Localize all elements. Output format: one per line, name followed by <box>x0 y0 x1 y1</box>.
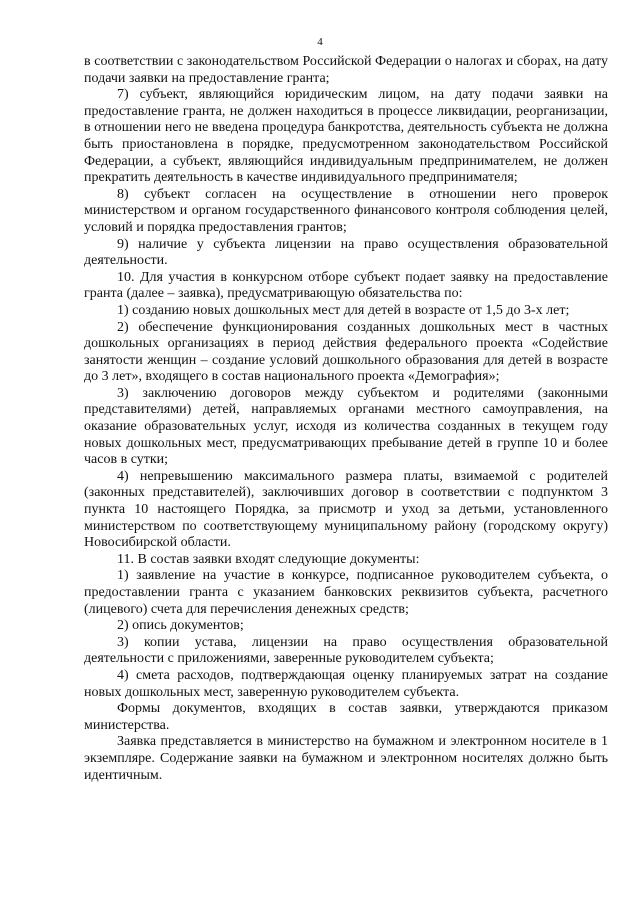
paragraph-document-1: 1) заявление на участие в конкурсе, подписанное руководителем субъекта, о предоставлении гранта с указанием банковских реквизитов субъекта, расчетного (лицевого) счета для перечисления денежных средств; <box>84 568 608 617</box>
page-number: 4 <box>317 36 323 48</box>
paragraph-document-2: 2) опись документов; <box>117 618 244 634</box>
paragraph-document-3: 3) копии устава, лицензии на право осуществления образовательной деятельности с приложениями, заверенные руководителем субъекта; <box>84 634 608 667</box>
paragraph-forms: Формы документов, входящих в состав заявки, утверждаются приказом министерства. <box>84 701 608 733</box>
paragraph-obligation-4: 4) непревышению максимального размера платы, взимаемой с родителей (законных представителей), заключивших договор в соответствии с подпунктом 3 пункта 10 настоящего Порядка, за присмотр и уход за детьми, установленного министерством по соответствующему муниципальному району (городскому округу) Новосибирской области. <box>84 468 608 551</box>
paragraph-clause-11: 11. В состав заявки входят следующие документы: <box>117 551 420 567</box>
paragraph-item-7: 7) субъект, являющийся юридическим лицом, на дату подачи заявки на предоставление гранта, не должен находиться в процессе ликвидации, реорганизации, в отношении него не введена процедура банкротства, деятельность субъекта не должна быть приостановлена в порядке, предусмотренном законодательством Российской Федерации, а субъект, являющийся индивидуальным предпринимателем, не должен прекратить деятельность в качестве индивидуального предпринимателя; <box>84 87 608 186</box>
paragraph-submission: Заявка представляется в министерство на бумажном и электронном носителе в 1 экземпляре. Содержание заявки на бумажном и электронном носителях должно быть идентичным. <box>84 734 608 783</box>
paragraph-item-8: 8) субъект согласен на осуществление в отношении него проверок министерством и органом государственного финансового контроля соблюдения целей, условий и порядка предоставления грантов; <box>84 186 608 235</box>
paragraph-obligation-1: 1) созданию новых дошкольных мест для детей в возрасте от 1,5 до 3-х лет; <box>117 302 570 318</box>
paragraph-document-4: 4) смета расходов, подтверждающая оценку планируемых затрат на создание новых дошкольных мест, заверенную руководителем субъекта. <box>84 667 608 700</box>
document-body <box>84 54 608 784</box>
paragraph-obligation-2: 2) обеспечение функционирования созданных дошкольных мест в частных дошкольных организациях в период действия федерального проекта «Содействие занятости женщин – создание условий дошкольного образования для детей в возрасте до 3 лет», входящего в состав национального проекта «Демография»; <box>84 319 608 385</box>
paragraph-continuation: в соответствии с законодательством Российской Федерации о налогах и сборах, на дату подачи заявки на предоставление гранта; <box>84 54 608 86</box>
paragraph-clause-10: 10. Для участия в конкурсном отборе субъект подает заявку на предоставление гранта (далее – заявка), предусматривающую обязательства по: <box>84 269 608 302</box>
paragraph-item-9: 9) наличие у субъекта лицензии на право осуществления образовательной деятельности. <box>84 236 608 269</box>
paragraph-obligation-3: 3) заключению договоров между субъектом и родителями (законными представителями) детей, направляемых органами местного самоуправления, на оказание образовательных услуг, исходя из количества созданных в текущем году новых дошкольных мест, предусматривающих пребывание детей в группе 10 и более часов в сутки; <box>84 385 608 468</box>
